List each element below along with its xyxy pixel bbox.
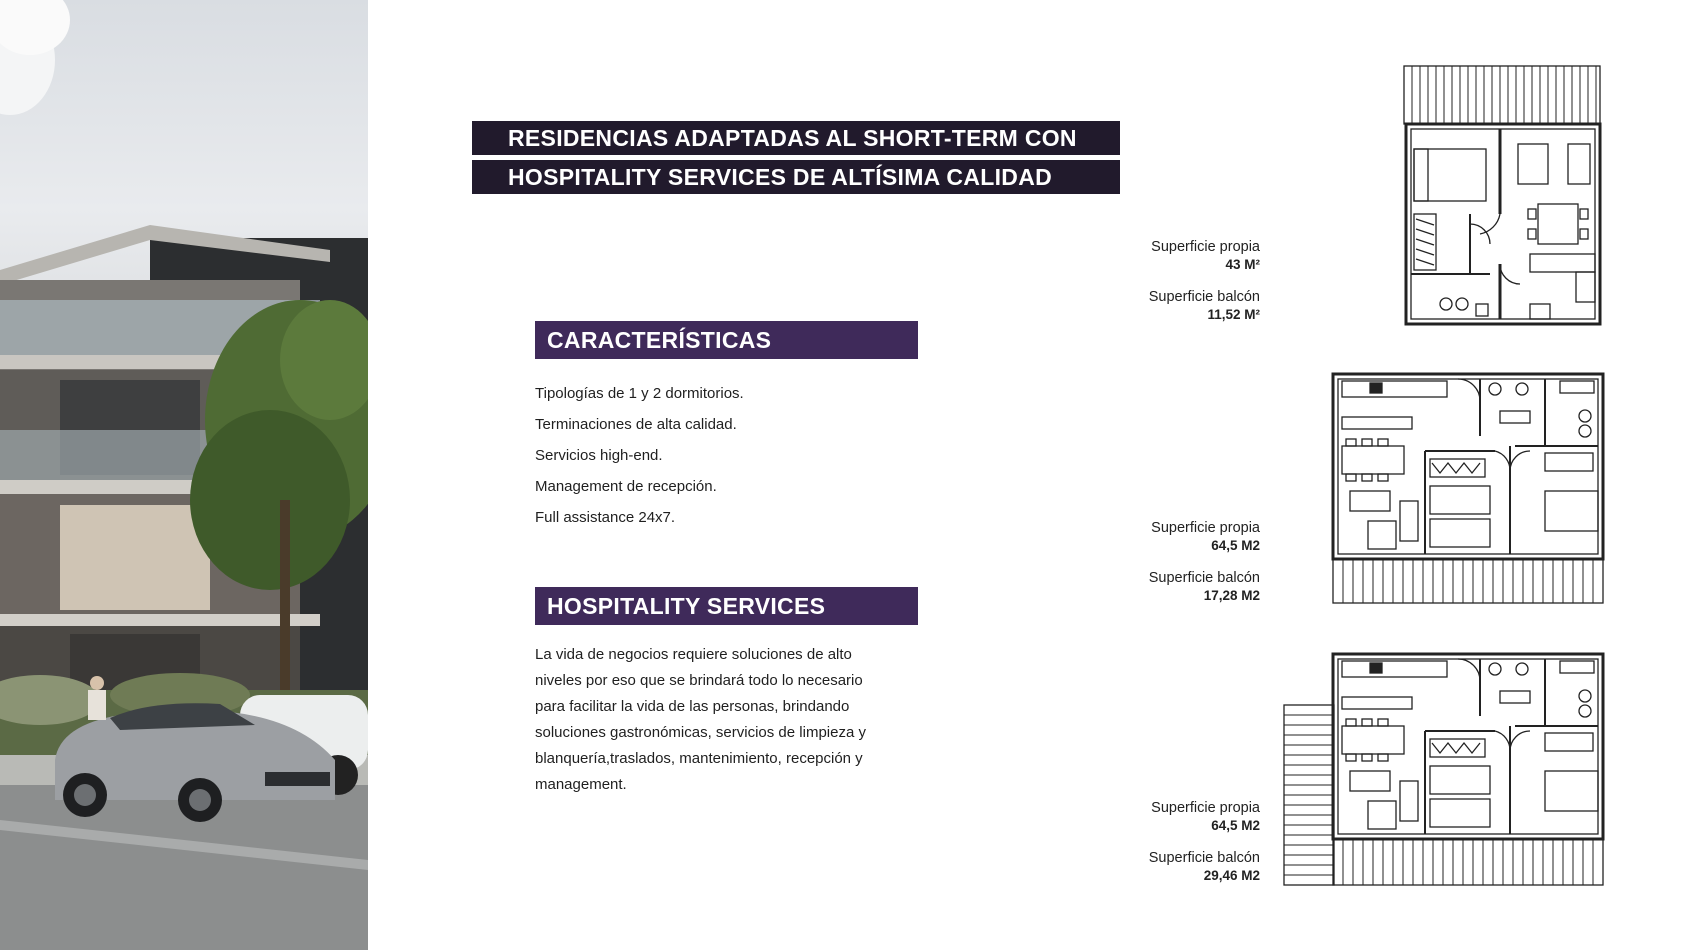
hospitality-heading: HOSPITALITY SERVICES xyxy=(535,587,918,625)
text-line: para facilitar la vida de las personas, brindando xyxy=(535,698,850,715)
unit-2-areas xyxy=(1060,520,1260,604)
floor-plan-unit-3 xyxy=(1282,651,1606,891)
list-item: Servicios high-end. xyxy=(535,447,663,464)
list-item: Management de recepción. xyxy=(535,478,717,495)
headline xyxy=(472,121,1120,199)
caracteristicas-list xyxy=(535,378,744,533)
hospitality-description xyxy=(535,642,925,798)
headline-line-2: HOSPITALITY SERVICES DE ALTÍSIMA CALIDAD xyxy=(472,160,1120,194)
area-label: Superficie propia xyxy=(1151,520,1260,536)
text-line: La vida de negocios requiere soluciones de alto xyxy=(535,646,852,663)
area-label: Superficie balcón xyxy=(1148,289,1260,305)
area-label: Superficie balcón xyxy=(1148,570,1260,586)
unit-1-areas xyxy=(1060,239,1260,323)
area-value: 29,46 M2 xyxy=(1203,868,1260,883)
text-line: niveles por eso que se brindará todo lo necesario xyxy=(535,672,863,689)
list-item: Tipologías de 1 y 2 dormitorios. xyxy=(535,385,744,402)
area-value: 64,5 M2 xyxy=(1211,538,1260,553)
area-label: Superficie balcón xyxy=(1148,850,1260,866)
area-label: Superficie propia xyxy=(1151,800,1260,816)
area-value: 43 M² xyxy=(1225,257,1260,272)
floor-plan-unit-2 xyxy=(1330,371,1606,607)
area-value: 11,52 M² xyxy=(1207,307,1260,322)
area-value: 17,28 M2 xyxy=(1203,588,1260,603)
text-line: blanquería,traslados, mantenimiento, recepción y xyxy=(535,750,863,767)
caracteristicas-heading: CARACTERÍSTICAS xyxy=(535,321,918,359)
area-value: 64,5 M2 xyxy=(1211,818,1260,833)
floor-plan-unit-1 xyxy=(1400,64,1604,328)
area-label: Superficie propia xyxy=(1151,239,1260,255)
text-line: management. xyxy=(535,776,627,793)
building-photo xyxy=(0,0,368,950)
list-item: Full assistance 24x7. xyxy=(535,509,676,526)
unit-3-areas xyxy=(1060,800,1260,884)
text-line: soluciones gastronómicas, servicios de limpieza y xyxy=(535,724,866,741)
list-item: Terminaciones de alta calidad. xyxy=(535,416,737,433)
headline-line-1: RESIDENCIAS ADAPTADAS AL SHORT-TERM CON xyxy=(472,121,1120,155)
